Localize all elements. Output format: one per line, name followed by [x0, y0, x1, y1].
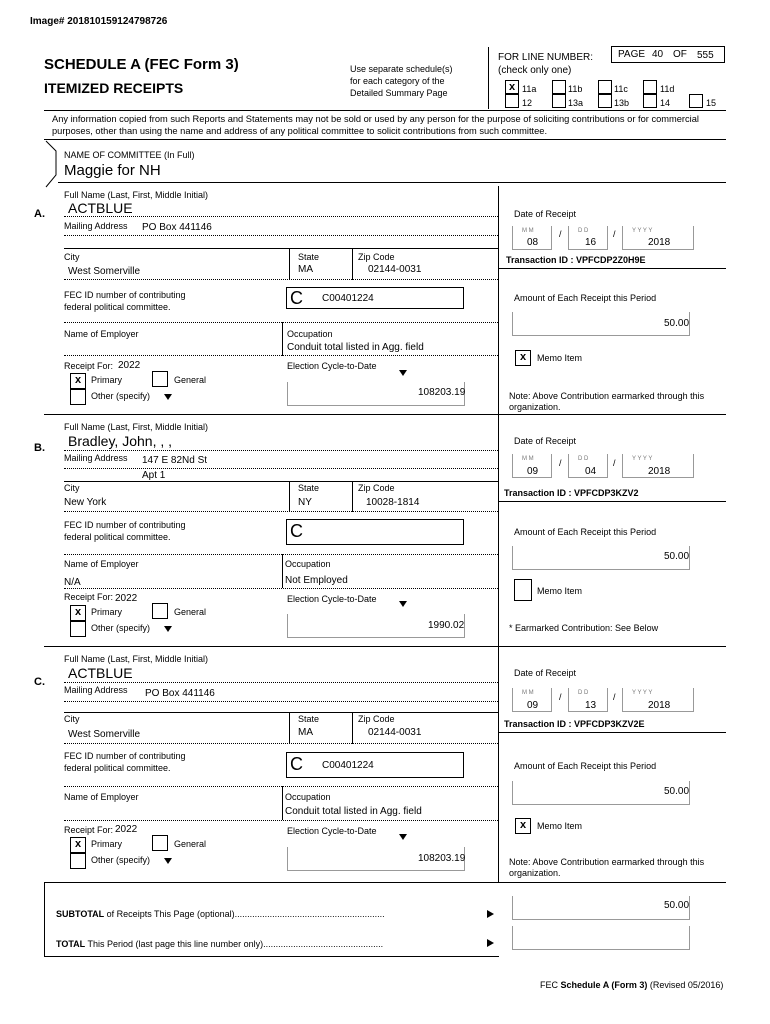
city-label: City [64, 252, 80, 262]
year-value: 2018 [648, 700, 671, 711]
of-label: OF [673, 49, 687, 60]
memo-label: Memo Item [537, 353, 583, 363]
receipt-year: 2022 [118, 360, 141, 371]
line-14-label: 14 [660, 98, 671, 108]
full-name-label: Full Name (Last, First, Middle Initial) [64, 422, 209, 432]
receipt-for-label: Receipt For: [64, 592, 114, 602]
state-label: State [298, 714, 320, 724]
page-label: PAGE [618, 49, 646, 60]
full-name-label: Full Name (Last, First, Middle Initial) [64, 190, 209, 200]
other-dropdown-icon[interactable] [164, 626, 172, 632]
cycle-to-date-value: 108203.19 [418, 387, 466, 398]
general-label: General [174, 607, 207, 617]
disclaimer-text: Any information copied from such Reports and Statements may not be sold or used by any person for the purpose of soliciting contributions or for commercial purposes, other than using the name and address of any political committee to solicit contributions from such committee. [52, 114, 699, 136]
fec-id-prefix: C [290, 288, 303, 308]
city-label: City [64, 483, 80, 493]
employer-label: Name of Employer [64, 559, 139, 569]
contributor-name: ACTBLUE [68, 200, 133, 216]
day-value: 04 [585, 466, 597, 477]
other-specify-label: Other (specify) [91, 623, 151, 633]
entry-note: Note: Above Contribution earmarked through this organization. [509, 391, 705, 412]
other-specify-label: Other (specify) [91, 391, 151, 401]
receipt-year: 2022 [115, 824, 138, 835]
amount-value: 50.00 [664, 786, 690, 797]
election-cycle-dropdown-icon[interactable] [399, 601, 407, 607]
line-13b-label: 13b [614, 98, 630, 108]
state-label: State [298, 483, 320, 493]
fec-id-label: FEC ID number of contributing federal political committee. [64, 520, 186, 542]
election-cycle-dropdown-icon[interactable] [399, 370, 407, 376]
mailing-address-label: Mailing Address [64, 221, 128, 231]
month-value: 09 [527, 466, 539, 477]
fec-id-field[interactable] [286, 519, 464, 545]
primary-label: Primary [91, 839, 122, 849]
memo-checkbox[interactable]: x [515, 350, 531, 366]
occupation-label: Occupation [287, 329, 333, 339]
amount-label: Amount of Each Receipt this Period [514, 527, 657, 537]
primary-checkbox[interactable]: x [70, 605, 86, 621]
general-checkbox[interactable] [152, 603, 168, 619]
total-arrow-icon [487, 939, 494, 947]
line-11c-label: 11c [614, 84, 628, 94]
zip-label: Zip Code [358, 483, 395, 493]
transaction-id: Transaction ID : VPFCDP3KZV2E [504, 719, 645, 729]
receipt-year: 2022 [115, 593, 138, 604]
entry-letter: C. [34, 676, 45, 688]
other-checkbox[interactable] [70, 389, 86, 405]
zip-label: Zip Code [358, 252, 395, 262]
city-value: West Somerville [68, 266, 141, 277]
line-14-checkbox[interactable] [643, 94, 657, 108]
mailing-address-2: Apt 1 [142, 470, 166, 481]
other-checkbox[interactable] [70, 853, 86, 869]
general-label: General [174, 839, 207, 849]
zip-value: 02144-0031 [368, 264, 422, 275]
amount-label: Amount of Each Receipt this Period [514, 293, 657, 303]
occupation-value: Not Employed [285, 575, 348, 586]
line-15-checkbox[interactable] [689, 94, 703, 108]
primary-label: Primary [91, 607, 122, 617]
city-value: West Somerville [68, 729, 141, 740]
year-value: 2018 [648, 237, 671, 248]
memo-checkbox[interactable]: x [515, 818, 531, 834]
state-label: State [298, 252, 320, 262]
day-value: 13 [585, 700, 597, 711]
total-pages: 555 [697, 50, 714, 61]
other-dropdown-icon[interactable] [164, 394, 172, 400]
contributor-name: Bradley, John, , , [68, 433, 173, 449]
fec-id-prefix: C [290, 521, 303, 541]
zip-value: 02144-0031 [368, 727, 422, 738]
election-cycle-label: Election Cycle-to-Date [287, 361, 377, 371]
transaction-id: Transaction ID : VPFCDP2Z0H9E [506, 255, 646, 265]
employer-value: N/A [64, 577, 81, 588]
contributor-name: ACTBLUE [68, 665, 133, 681]
subtotal-label: SUBTOTAL of Receipts This Page (optional)............................................................ [56, 909, 385, 919]
full-name-label: Full Name (Last, First, Middle Initial) [64, 654, 209, 664]
separate-schedule-note: Use separate schedule(s) for each category of the Detailed Summary Page [350, 64, 453, 98]
total-field[interactable] [512, 926, 690, 950]
employer-label: Name of Employer [64, 329, 139, 339]
election-cycle-label: Election Cycle-to-Date [287, 594, 377, 604]
general-checkbox[interactable] [152, 371, 168, 387]
fec-id-field[interactable] [286, 287, 464, 309]
line-12-label: 12 [522, 98, 533, 108]
mailing-address-1: 147 E 82Nd St [142, 455, 208, 466]
date-of-receipt-label: Date of Receipt [514, 436, 577, 446]
occupation-value: Conduit total listed in Agg. field [287, 342, 424, 353]
line-11d-checkbox[interactable] [643, 80, 657, 94]
year-value: 2018 [648, 466, 671, 477]
primary-checkbox[interactable]: x [70, 373, 86, 389]
election-cycle-label: Election Cycle-to-Date [287, 826, 377, 836]
zip-label: Zip Code [358, 714, 395, 724]
line-11d-label: 11d [660, 84, 675, 94]
entry-letter: B. [34, 442, 45, 454]
mailing-address-1: PO Box 441146 [145, 688, 215, 699]
subtotal-value: 50.00 [664, 900, 690, 911]
month-value: 08 [527, 237, 539, 248]
line-11c-checkbox[interactable] [598, 80, 612, 94]
total-label: TOTAL This Period (last page this line number only)................................................ [56, 939, 384, 949]
state-value: MA [298, 727, 313, 738]
cycle-to-date-value: 108203.19 [418, 853, 466, 864]
receipt-for-label: Receipt For: [64, 361, 114, 371]
line-11a-label: 11a [522, 84, 537, 94]
line-13b-checkbox[interactable] [598, 94, 612, 108]
state-value: MA [298, 264, 313, 275]
transaction-id: Transaction ID : VPFCDP3KZV2 [504, 488, 639, 498]
memo-checkbox[interactable] [514, 579, 532, 601]
fec-id-field[interactable] [286, 752, 464, 778]
general-label: General [174, 375, 207, 385]
general-checkbox[interactable] [152, 835, 168, 851]
entry-letter: A. [34, 208, 45, 220]
line-11a-checkbox[interactable]: x [505, 80, 519, 94]
receipt-for-label: Receipt For: [64, 825, 114, 835]
fec-id-value: C00401224 [322, 760, 374, 771]
form-footer: FEC Schedule A (Form 3) (Revised 05/2016) [540, 980, 724, 990]
fec-id-prefix: C [290, 754, 303, 774]
other-specify-label: Other (specify) [91, 855, 151, 865]
form-subtitle: ITEMIZED RECEIPTS [44, 80, 184, 96]
check-only-one: (check only one) [498, 65, 572, 76]
occupation-label: Occupation [285, 792, 331, 802]
amount-value: 50.00 [664, 551, 690, 562]
primary-checkbox[interactable]: x [70, 837, 86, 853]
employer-label: Name of Employer [64, 792, 139, 802]
entry-note: * Earmarked Contribution: See Below [509, 623, 659, 633]
line-12-checkbox[interactable] [505, 94, 519, 108]
line-11b-checkbox[interactable] [552, 80, 566, 94]
fec-id-label: FEC ID number of contributing federal political committee. [64, 751, 186, 773]
entry-note: Note: Above Contribution earmarked through this organization. [509, 857, 705, 878]
committee-name: Maggie for NH [64, 162, 161, 179]
line-13a-checkbox[interactable] [552, 94, 566, 108]
line-15-label: 15 [706, 98, 717, 108]
mailing-address-label: Mailing Address [64, 453, 128, 463]
fec-id-value: C00401224 [322, 293, 374, 304]
memo-label: Memo Item [537, 586, 583, 596]
city-label: City [64, 714, 80, 724]
memo-label: Memo Item [537, 821, 583, 831]
mailing-address-1: PO Box 441146 [142, 222, 212, 233]
city-value: New York [64, 497, 107, 508]
mailing-address-label: Mailing Address [64, 685, 128, 695]
date-of-receipt-label: Date of Receipt [514, 209, 577, 219]
image-id: Image# 201810159124798726 [30, 16, 168, 27]
state-value: NY [298, 497, 312, 508]
cycle-to-date-value: 1990.02 [428, 620, 465, 631]
date-of-receipt-label: Date of Receipt [514, 668, 577, 678]
amount-value: 50.00 [664, 318, 690, 329]
occupation-label: Occupation [285, 559, 331, 569]
committee-label: NAME OF COMMITTEE (In Full) [64, 150, 195, 160]
month-value: 09 [527, 700, 539, 711]
subtotal-arrow-icon [487, 910, 494, 918]
primary-label: Primary [91, 375, 122, 385]
line-13a-label: 13a [568, 98, 584, 108]
amount-label: Amount of Each Receipt this Period [514, 761, 657, 771]
zip-value: 10028-1814 [366, 497, 420, 508]
page-number: 40 [652, 49, 664, 60]
day-value: 16 [585, 237, 597, 248]
other-dropdown-icon[interactable] [164, 858, 172, 864]
form-title: SCHEDULE A (FEC Form 3) [44, 56, 239, 73]
line-number-label: FOR LINE NUMBER: [498, 52, 594, 63]
line-11b-label: 11b [568, 84, 583, 94]
fec-id-label: FEC ID number of contributing federal political committee. [64, 290, 186, 312]
other-checkbox[interactable] [70, 621, 86, 637]
occupation-value: Conduit total listed in Agg. field [285, 806, 422, 817]
election-cycle-dropdown-icon[interactable] [399, 834, 407, 840]
